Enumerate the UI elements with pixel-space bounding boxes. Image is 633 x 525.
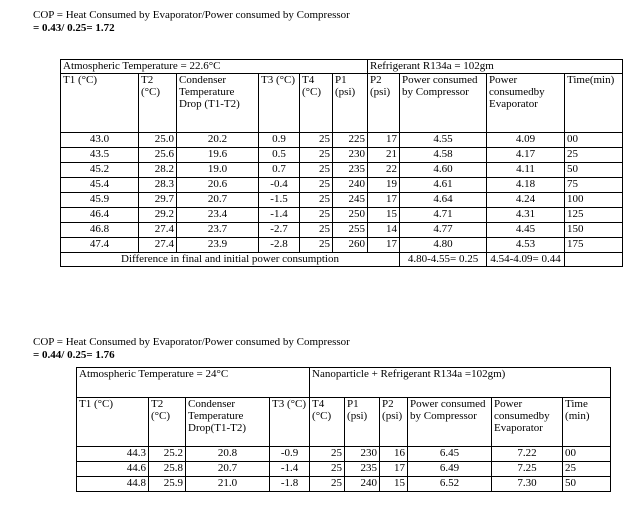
table-cell: 17 — [368, 193, 400, 208]
table-row — [61, 178, 623, 193]
table-cell: 25 — [310, 447, 345, 462]
table-cell: 175 — [565, 238, 623, 253]
table-cell: 22 — [368, 163, 400, 178]
table-cell: 250 — [333, 208, 368, 223]
table-cell: 235 — [345, 462, 380, 477]
table-cell: 4.17 — [487, 148, 565, 163]
table-cell: 4.24 — [487, 193, 565, 208]
table-cell: 45.4 — [61, 178, 139, 193]
table-cell: 50 — [563, 477, 611, 492]
table-cell: 235 — [333, 163, 368, 178]
table-cell: 4.77 — [400, 223, 487, 238]
table-cell: 4.18 — [487, 178, 565, 193]
table-cell: -0.9 — [270, 447, 310, 462]
table-cell: 21.0 — [186, 477, 270, 492]
table-cell: 19.6 — [177, 148, 259, 163]
table-cell: 44.3 — [77, 447, 149, 462]
column-header: Condenser Temperature Drop (T1-T2) — [177, 74, 259, 133]
table-cell: 260 — [333, 238, 368, 253]
table-cell: -2.7 — [259, 223, 300, 238]
table-cell: 20.7 — [186, 462, 270, 477]
table-cell: 17 — [380, 462, 408, 477]
table-cell: 4.55 — [400, 133, 487, 148]
table-cell: 225 — [333, 133, 368, 148]
table-cell: 46.8 — [61, 223, 139, 238]
column-header: P1 (psi) — [333, 74, 368, 133]
column-header: Power consumed by Compressor — [408, 398, 492, 447]
table-cell: 25 — [310, 462, 345, 477]
difference-compressor: 4.80-4.55= 0.25 — [400, 253, 487, 267]
column-header: T2 (°C) — [149, 398, 186, 447]
column-header: Time (min) — [563, 398, 611, 447]
table-cell: 28.2 — [139, 163, 177, 178]
table-cell: -1.5 — [259, 193, 300, 208]
table-cell: 0.7 — [259, 163, 300, 178]
table-cell: 25 — [565, 148, 623, 163]
table-row — [61, 208, 623, 223]
column-header: P2 (psi) — [380, 398, 408, 447]
table-cell: 17 — [368, 238, 400, 253]
table-cell: 25 — [300, 223, 333, 238]
table-cell: 25 — [300, 193, 333, 208]
table-cell: 6.49 — [408, 462, 492, 477]
table-cell: 25 — [300, 238, 333, 253]
table-cell: 25.9 — [149, 477, 186, 492]
table-cell: 20.2 — [177, 133, 259, 148]
table-cell: 75 — [565, 178, 623, 193]
table-cell: 4.31 — [487, 208, 565, 223]
table-cell: 15 — [368, 208, 400, 223]
column-header: Condenser Temperature Drop(T1-T2) — [186, 398, 270, 447]
column-header: T4 (°C) — [310, 398, 345, 447]
column-header: P1 (psi) — [345, 398, 380, 447]
table-cell: 4.71 — [400, 208, 487, 223]
table-cell: 25.8 — [149, 462, 186, 477]
table-cell: 4.61 — [400, 178, 487, 193]
table-cell: 27.4 — [139, 238, 177, 253]
table-cell: 4.80 — [400, 238, 487, 253]
table-cell: 240 — [333, 178, 368, 193]
table-cell: 7.25 — [492, 462, 563, 477]
table-row — [61, 223, 623, 238]
difference-empty — [565, 253, 623, 267]
table-cell: 23.4 — [177, 208, 259, 223]
table-cell: 14 — [368, 223, 400, 238]
table-cell: -1.4 — [259, 208, 300, 223]
table-cell: 6.52 — [408, 477, 492, 492]
table-cell: 23.9 — [177, 238, 259, 253]
table-cell: 25 — [300, 148, 333, 163]
table-row — [61, 238, 623, 253]
column-header: T4 (°C) — [300, 74, 333, 133]
table-cell: 50 — [565, 163, 623, 178]
table-row — [77, 477, 611, 492]
table-cell: 4.58 — [400, 148, 487, 163]
table-cell: 4.09 — [487, 133, 565, 148]
difference-label: Difference in final and initial power consumption — [61, 253, 400, 267]
formula-line: COP = Heat Consumed by Evaporator/Power consumed by Compressor — [33, 9, 350, 21]
table-cell: 7.30 — [492, 477, 563, 492]
table-cell: 47.4 — [61, 238, 139, 253]
table-cell: 21 — [368, 148, 400, 163]
table-cell: 19.0 — [177, 163, 259, 178]
table-cell: 43.5 — [61, 148, 139, 163]
table-cell: 25 — [300, 208, 333, 223]
table-cell: 230 — [345, 447, 380, 462]
difference-row — [61, 253, 623, 267]
table-cell: 25.2 — [149, 447, 186, 462]
table-cell: 230 — [333, 148, 368, 163]
table-cell: 20.6 — [177, 178, 259, 193]
formula-result: = 0.43/ 0.25= 1.72 — [33, 22, 115, 34]
data-table-2 — [76, 367, 611, 492]
column-header: T1 (°C) — [77, 398, 149, 447]
table-row — [77, 462, 611, 477]
table-row — [61, 193, 623, 208]
table-cell: 19 — [368, 178, 400, 193]
table-cell: 15 — [380, 477, 408, 492]
table-cell: 240 — [345, 477, 380, 492]
column-header: Time(min) — [565, 74, 623, 133]
column-header: Power consumedby Evaporator — [487, 74, 565, 133]
table-cell: 00 — [563, 447, 611, 462]
column-header: T2 (°C) — [139, 74, 177, 133]
table-header-row — [61, 74, 623, 133]
table-cell: 25 — [310, 477, 345, 492]
table-cell: 20.8 — [186, 447, 270, 462]
refrigerant-label: Refrigerant R134a = 102gm — [368, 60, 623, 74]
table-row — [61, 163, 623, 178]
table-cell: 0.5 — [259, 148, 300, 163]
table-cell: 25.6 — [139, 148, 177, 163]
table-cell: 29.7 — [139, 193, 177, 208]
table-cell: 00 — [565, 133, 623, 148]
table-cell: 4.11 — [487, 163, 565, 178]
table-cell: 16 — [380, 447, 408, 462]
table-cell: 27.4 — [139, 223, 177, 238]
table-cell: 45.9 — [61, 193, 139, 208]
column-header: T3 (°C) — [270, 398, 310, 447]
data-table-1 — [60, 59, 623, 267]
atmospheric-temperature: Atmospheric Temperature = 22.6°C — [61, 60, 368, 74]
table-cell: 28.3 — [139, 178, 177, 193]
table-cell: 25 — [300, 178, 333, 193]
table-cell: 4.60 — [400, 163, 487, 178]
column-header: Power consumed by Compressor — [400, 74, 487, 133]
table-cell: 255 — [333, 223, 368, 238]
formula-block-2 — [33, 336, 350, 362]
table-cell: 46.4 — [61, 208, 139, 223]
column-header: P2 (psi) — [368, 74, 400, 133]
table-cell: 25 — [300, 133, 333, 148]
table-cell: 4.45 — [487, 223, 565, 238]
table-cell: 245 — [333, 193, 368, 208]
atmospheric-temperature: Atmospheric Temperature = 24°C — [77, 368, 310, 398]
table-cell: 44.8 — [77, 477, 149, 492]
table-cell: -2.8 — [259, 238, 300, 253]
table-cell: 23.7 — [177, 223, 259, 238]
table-cell: 100 — [565, 193, 623, 208]
table-cell: 6.45 — [408, 447, 492, 462]
difference-evaporator: 4.54-4.09= 0.44 — [487, 253, 565, 267]
table-row — [77, 447, 611, 462]
table-cell: -0.4 — [259, 178, 300, 193]
formula-block-1 — [33, 9, 350, 35]
table-cell: 4.64 — [400, 193, 487, 208]
table-cell: -1.8 — [270, 477, 310, 492]
table-meta-row — [61, 60, 623, 74]
table-cell: 43.0 — [61, 133, 139, 148]
table-row — [61, 148, 623, 163]
table-cell: 4.53 — [487, 238, 565, 253]
formula-line: COP = Heat Consumed by Evaporator/Power consumed by Compressor — [33, 336, 350, 348]
table-cell: -1.4 — [270, 462, 310, 477]
table-cell: 29.2 — [139, 208, 177, 223]
table-row — [61, 133, 623, 148]
table-cell: 25.0 — [139, 133, 177, 148]
table-cell: 17 — [368, 133, 400, 148]
table-cell: 125 — [565, 208, 623, 223]
column-header: Power consumedby Evaporator — [492, 398, 563, 447]
table-cell: 0.9 — [259, 133, 300, 148]
column-header: T1 (°C) — [61, 74, 139, 133]
table-header-row — [77, 398, 611, 447]
table-cell: 25 — [563, 462, 611, 477]
refrigerant-label: Nanoparticle + Refrigerant R134a =102gm) — [310, 368, 611, 398]
table-meta-row — [77, 368, 611, 398]
column-header: T3 (°C) — [259, 74, 300, 133]
table-cell: 150 — [565, 223, 623, 238]
formula-result: = 0.44/ 0.25= 1.76 — [33, 349, 115, 361]
table-cell: 25 — [300, 163, 333, 178]
table-cell: 45.2 — [61, 163, 139, 178]
table-cell: 20.7 — [177, 193, 259, 208]
table-cell: 7.22 — [492, 447, 563, 462]
table-cell: 44.6 — [77, 462, 149, 477]
